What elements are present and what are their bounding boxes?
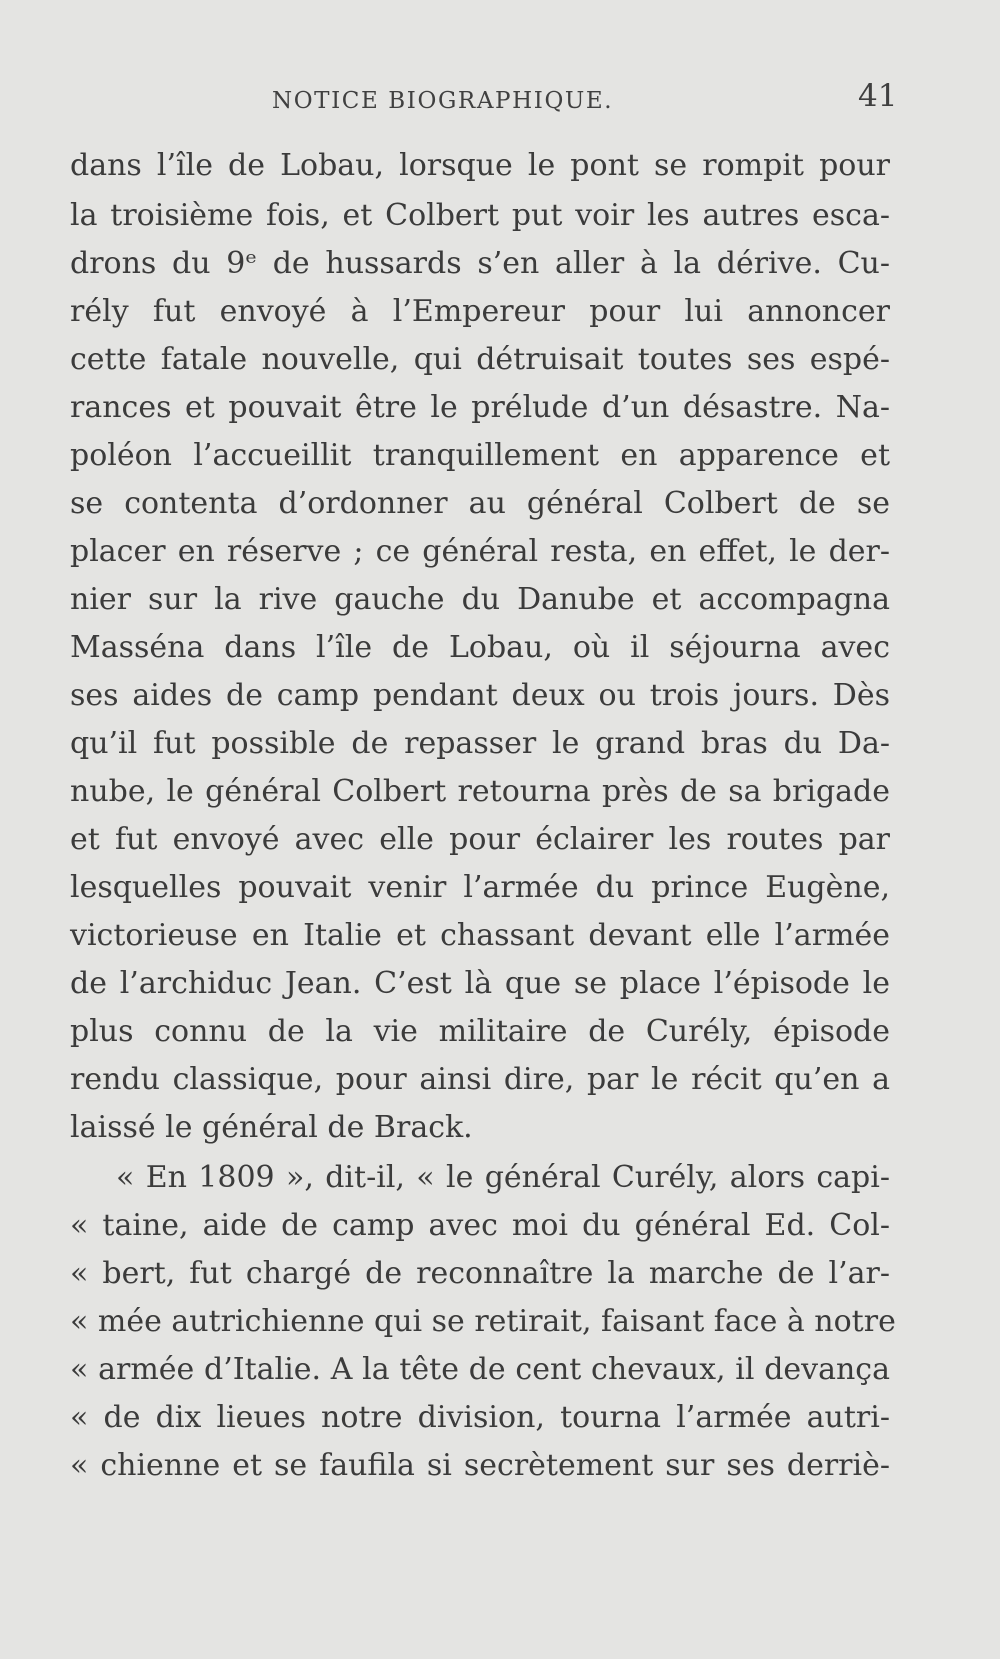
text-line: poléon l’accueillit tranquillement en apparence et: [70, 438, 890, 473]
text-line: lesquelles pouvait venir l’armée du prince Eugène,: [70, 870, 890, 905]
text-line: victorieuse en Italie et chassant devant elle l’armée: [70, 918, 890, 953]
text-line: nier sur la rive gauche du Danube et accompagna: [70, 582, 890, 617]
running-title: NOTICE BIOGRAPHIQUE.: [272, 88, 614, 114]
text-line: cette fatale nouvelle, qui détruisait toutes ses espé-: [70, 342, 890, 377]
text-line: dans l’île de Lobau, lorsque le pont se rompit pour: [70, 148, 890, 183]
text-line: et fut envoyé avec elle pour éclairer les routes par: [70, 822, 890, 857]
text-line: laissé le général de Brack.: [70, 1110, 473, 1145]
page-number: 41: [858, 78, 898, 114]
text-line: rély fut envoyé à l’Empereur pour lui annoncer: [70, 294, 890, 329]
text-line: « En 1809 », dit-il, « le général Curély, alors capi-: [116, 1160, 890, 1195]
text-line: « armée d’Italie. A la tête de cent chevaux, il devança: [70, 1352, 890, 1387]
text-line: « bert, fut chargé de reconnaître la marche de l’ar-: [70, 1256, 890, 1291]
text-line: rendu classique, pour ainsi dire, par le récit qu’en a: [70, 1062, 890, 1097]
text-line: Masséna dans l’île de Lobau, où il séjourna avec: [70, 630, 890, 665]
text-line: de l’archiduc Jean. C’est là que se place l’épisode le: [70, 966, 890, 1001]
text-line: plus connu de la vie militaire de Curély, épisode: [70, 1014, 890, 1049]
text-line: « taine, aide de camp avec moi du général Ed. Col-: [70, 1208, 890, 1243]
text-line: drons du 9ᵉ de hussards s’en aller à la dérive. Cu-: [70, 246, 890, 281]
text-line: la troisième fois, et Colbert put voir les autres esca-: [70, 198, 890, 233]
text-line: rances et pouvait être le prélude d’un désastre. Na-: [70, 390, 890, 425]
text-line: se contenta d’ordonner au général Colbert de se: [70, 486, 890, 521]
text-line: « mée autrichienne qui se retirait, faisant face à notre: [70, 1304, 896, 1339]
text-line: nube, le général Colbert retourna près de sa brigade: [70, 774, 890, 809]
text-line: qu’il fut possible de repasser le grand bras du Da-: [70, 726, 890, 761]
text-line: « de dix lieues notre division, tourna l’armée autri-: [70, 1400, 890, 1435]
text-line: placer en réserve ; ce général resta, en effet, le der-: [70, 534, 890, 569]
text-line: « chienne et se faufila si secrètement sur ses derriè-: [70, 1448, 890, 1483]
text-line: ses aides de camp pendant deux ou trois jours. Dès: [70, 678, 890, 713]
